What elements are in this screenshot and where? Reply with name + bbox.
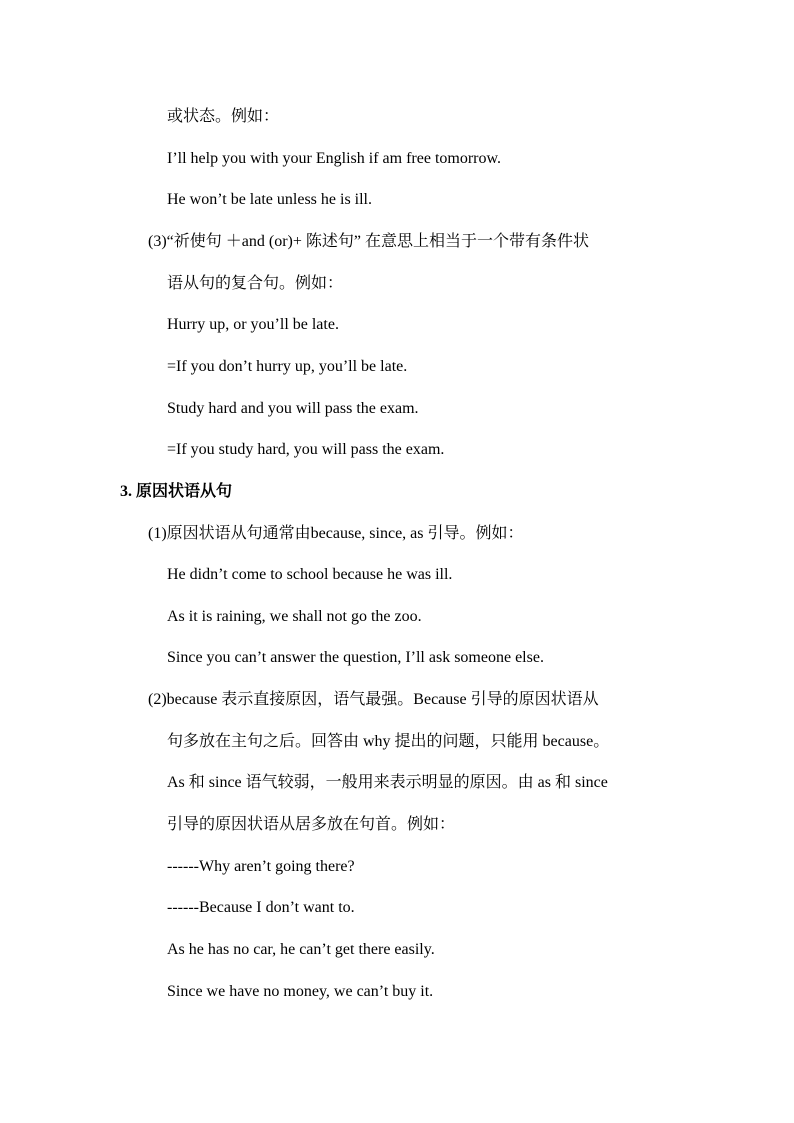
example-sentence: Hurry up, or you’ll be late. (167, 316, 339, 333)
rule-item-1: (1)原因状语从句通常由because, since, as 引导。例如： (148, 525, 524, 542)
dialogue-line: ------Because I don’t want to. (167, 899, 355, 916)
example-sentence: As he has no car, he can’t get there easily. (167, 941, 435, 958)
example-sentence: He didn’t come to school because he was ill. (167, 566, 453, 583)
example-sentence: =If you don’t hurry up, you’ll be late. (167, 358, 408, 375)
text-line: 或状态。例如： (167, 108, 280, 125)
example-sentence: Since you can’t answer the question, I’ll ask someone else. (167, 649, 544, 666)
text-line: 语从句的复合句。例如： (167, 275, 344, 292)
rule-item-3: (3)“祈使句 ＋and (or)+ 陈述句” 在意思上相当于一个带有条件状 (148, 233, 589, 250)
example-sentence: Since we have no money, we can’t buy it. (167, 983, 434, 1000)
section-heading: 3. 原因状语从句 (120, 483, 233, 500)
example-sentence: I’ll help you with your English if am free tomorrow. (167, 150, 501, 167)
example-sentence: As it is raining, we shall not go the zoo. (167, 608, 422, 625)
text-line: 引导的原因状语从居多放在句首。例如： (167, 816, 456, 833)
dialogue-line: ------Why aren’t going there? (167, 858, 355, 875)
example-sentence: =If you study hard, you will pass the exam. (167, 441, 445, 458)
rule-item-2: (2)because 表示直接原因，语气最强。Because 引导的原因状语从 (148, 691, 599, 708)
text-line: As 和 since 语气较弱，一般用来表示明显的原因。由 as 和 since (167, 774, 608, 791)
example-sentence: He won’t be late unless he is ill. (167, 191, 372, 208)
text-line: 句多放在主句之后。回答由 why 提出的问题，只能用 because。 (167, 733, 610, 750)
example-sentence: Study hard and you will pass the exam. (167, 400, 419, 417)
